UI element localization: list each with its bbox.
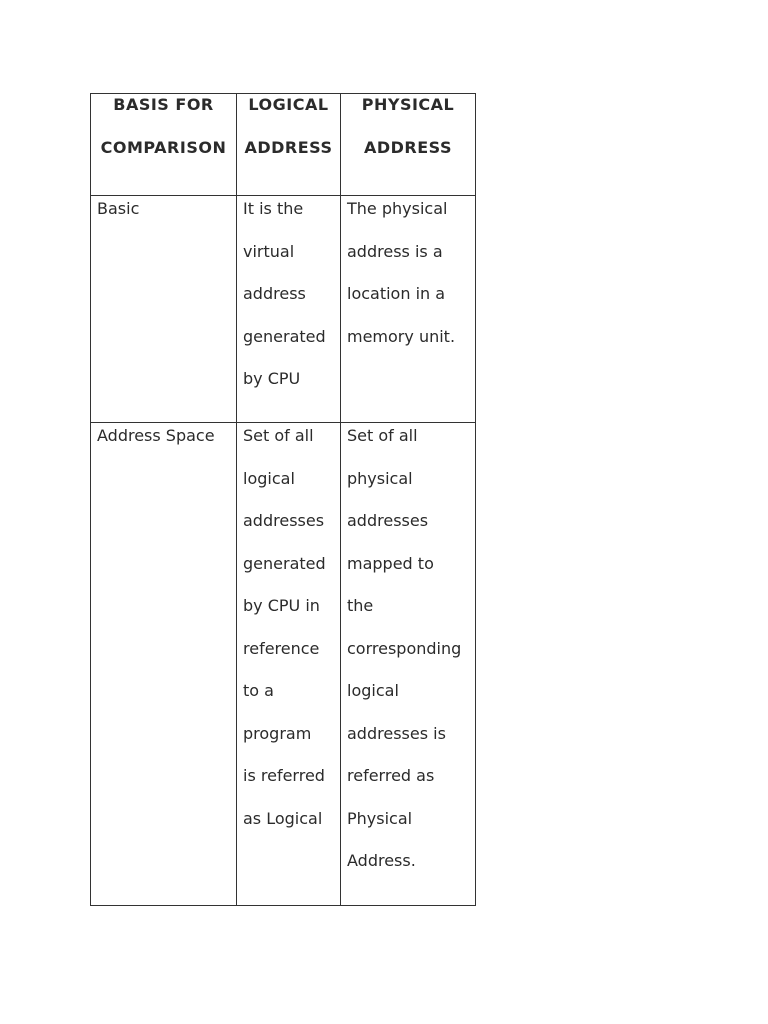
cell-logical [237,196,341,423]
header-physical-text: PHYSICAL ADDRESS [361,95,455,157]
cell-logical-text: It is the virtual address generated by CPU [243,199,326,388]
cell-basis-text: Address Space [97,426,215,445]
cell-basis [91,423,237,906]
header-physical-address [341,94,476,196]
cell-basis [91,196,237,423]
cell-basis-text: Basic [97,199,140,218]
cell-logical [237,423,341,906]
comparison-table [90,93,476,906]
cell-physical-text: The physical address is a location in a memory unit. [347,199,456,346]
cell-physical [341,423,476,906]
table-header-row [91,94,476,196]
header-logical-address [237,94,341,196]
cell-physical-text: Set of all physical addresses mapped to the corresponding logical addresses is referred as Physical Address. [347,426,462,870]
header-basis [91,94,237,196]
table-row [91,196,476,423]
cell-logical-text: Set of all logical addresses generated by CPU in reference to a program is referred as Logical [243,426,326,828]
header-logical-text: LOGICAL ADDRESS [244,95,333,157]
header-basis-text: BASIS FOR COMPARISON [100,95,227,157]
table-row [91,423,476,906]
cell-physical [341,196,476,423]
